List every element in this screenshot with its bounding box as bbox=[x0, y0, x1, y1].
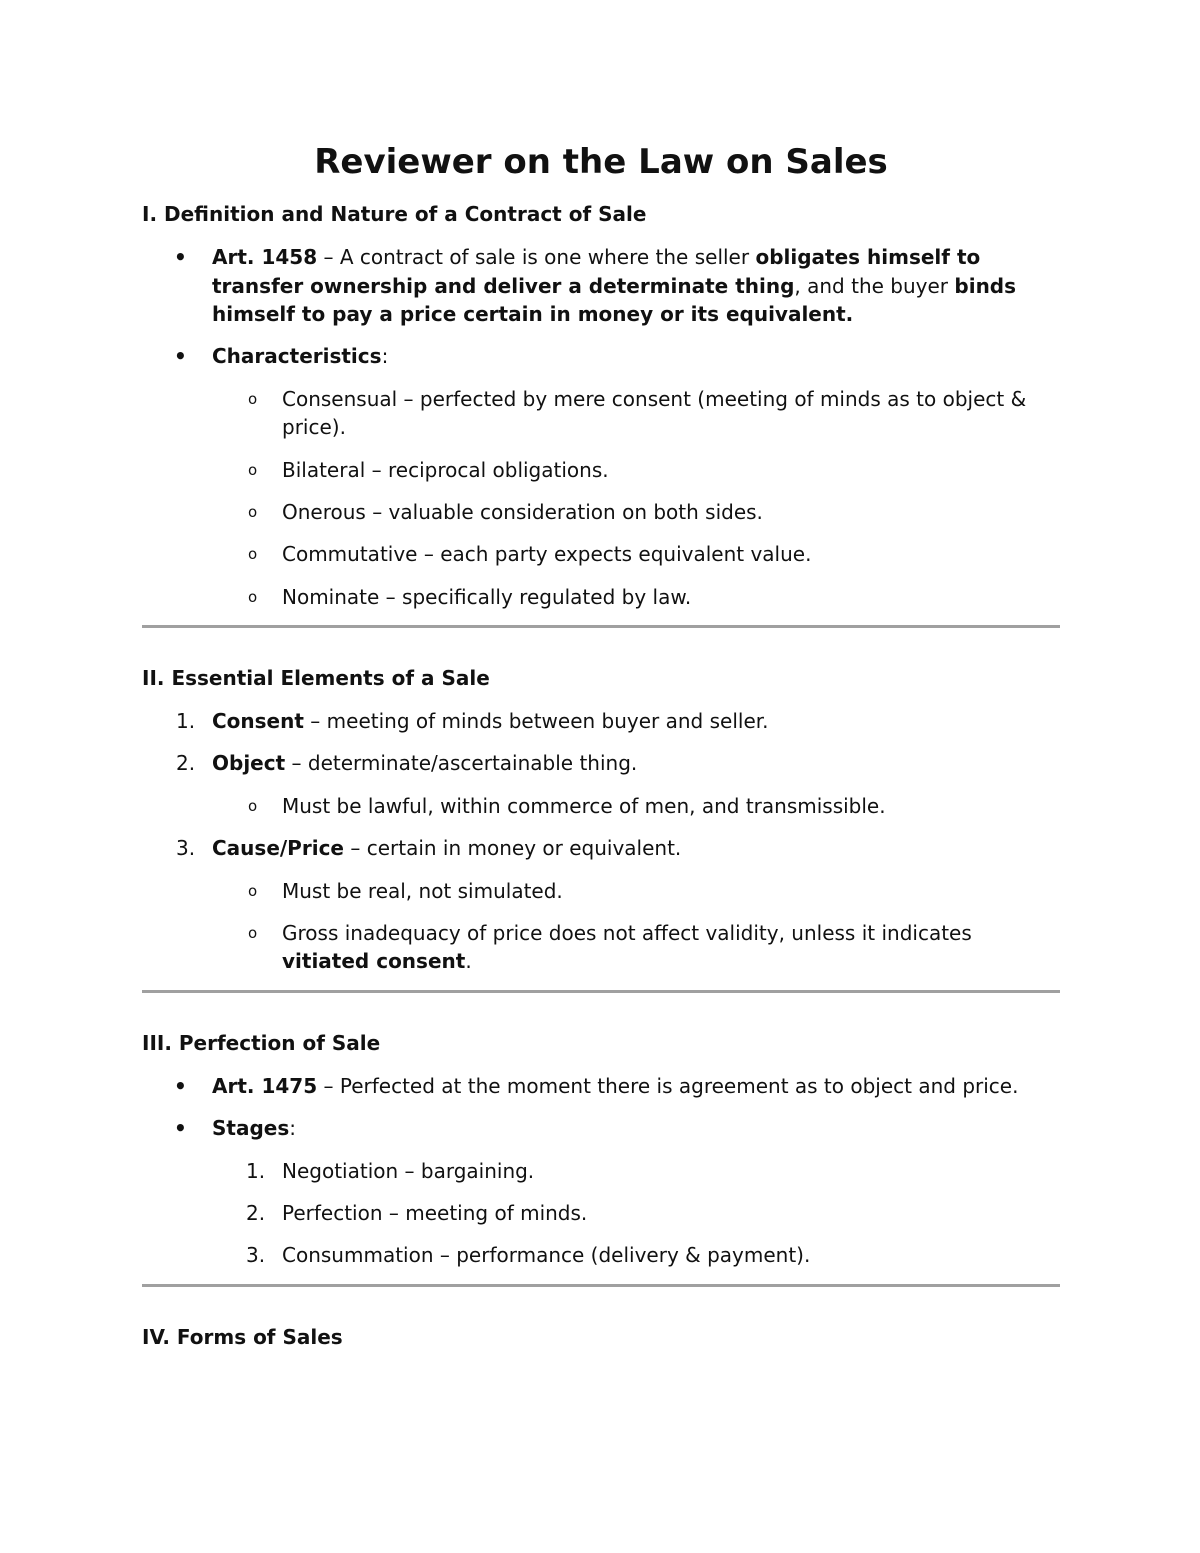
list-item bbox=[142, 583, 1060, 611]
number-marker: 3. bbox=[176, 836, 196, 861]
section-divider bbox=[142, 990, 1060, 993]
stage-text: Consummation – performance (delivery & payment). bbox=[282, 1243, 811, 1268]
circle-marker: o bbox=[248, 545, 258, 564]
section-divider bbox=[142, 625, 1060, 628]
object-sub-list bbox=[142, 792, 1060, 820]
characteristic-text: Bilateral – reciprocal obligations. bbox=[282, 457, 609, 482]
element-label: Consent bbox=[212, 709, 304, 734]
list-item bbox=[142, 1241, 1060, 1269]
sub-item-text: Must be real, not simulated. bbox=[282, 878, 563, 903]
section-heading: IV. Forms of Sales bbox=[142, 1324, 343, 1349]
characteristics-label: Characteristics bbox=[212, 344, 382, 369]
circle-marker: o bbox=[248, 502, 258, 521]
article-bold-text: binds himself to pay a price certain in money or its equivalent. bbox=[212, 273, 1017, 326]
characteristics-list bbox=[142, 385, 1060, 611]
colon: : bbox=[381, 344, 389, 369]
list-item bbox=[142, 919, 1060, 976]
list-item-cause-price bbox=[142, 834, 1060, 976]
list-item bbox=[142, 385, 1060, 442]
list-item-consent bbox=[142, 707, 1060, 735]
section-essential-elements bbox=[142, 664, 1060, 976]
list-item-art-1458 bbox=[142, 243, 1060, 328]
list-item bbox=[142, 498, 1060, 526]
list-item-art-1475 bbox=[142, 1072, 1060, 1100]
characteristic-text: Nominate – specifically regulated by law. bbox=[282, 584, 692, 609]
section-perfection bbox=[142, 1029, 1060, 1270]
number-marker: 3. bbox=[246, 1243, 266, 1268]
sub-item-text: Gross inadequacy of price does not affect validity, unless it indicates bbox=[282, 921, 972, 946]
article-text: – Perfected at the moment there is agreement as to object and price. bbox=[317, 1073, 1019, 1098]
list-item bbox=[142, 1157, 1060, 1185]
circle-marker: o bbox=[248, 881, 258, 900]
circle-marker: o bbox=[248, 389, 258, 408]
circle-marker: o bbox=[248, 587, 258, 606]
list-item bbox=[142, 540, 1060, 568]
list-item-object bbox=[142, 749, 1060, 820]
element-text: – certain in money or equivalent. bbox=[343, 836, 682, 861]
list-item bbox=[142, 1199, 1060, 1227]
stage-text: Negotiation – bargaining. bbox=[282, 1158, 535, 1183]
section-heading: I. Definition and Nature of a Contract of Sale bbox=[142, 202, 647, 227]
circle-marker: o bbox=[248, 796, 258, 815]
list-item bbox=[142, 792, 1060, 820]
article-label: Art. 1475 bbox=[212, 1073, 318, 1098]
number-marker: 1. bbox=[176, 709, 196, 734]
list-item bbox=[142, 456, 1060, 484]
characteristic-text: Onerous – valuable consideration on both sides. bbox=[282, 499, 763, 524]
period: . bbox=[465, 949, 472, 974]
stages-label: Stages bbox=[212, 1116, 290, 1141]
characteristic-text: Consensual – perfected by mere consent (meeting of minds as to object & price). bbox=[282, 386, 1027, 440]
element-label: Object bbox=[212, 751, 286, 776]
bullet-list bbox=[142, 243, 1060, 611]
sub-item-bold-text: vitiated consent bbox=[282, 949, 466, 974]
element-text: – determinate/ascertainable thing. bbox=[285, 751, 638, 776]
sub-item-text: Must be lawful, within commerce of men, and transmissible. bbox=[282, 793, 886, 818]
article-label: Art. 1458 bbox=[212, 245, 318, 270]
colon: : bbox=[289, 1116, 296, 1141]
stage-text: Perfection – meeting of minds. bbox=[282, 1201, 588, 1225]
bullet-marker: • bbox=[174, 1116, 187, 1141]
number-marker: 2. bbox=[176, 751, 196, 776]
section-heading: III. Perfection of Sale bbox=[142, 1030, 381, 1055]
circle-marker: o bbox=[248, 460, 258, 479]
section-divider bbox=[142, 1284, 1060, 1287]
element-label: Cause/Price bbox=[212, 836, 344, 861]
element-text: – meeting of minds between buyer and seller. bbox=[303, 709, 769, 734]
list-item-characteristics bbox=[142, 342, 1060, 611]
number-marker: 2. bbox=[246, 1201, 266, 1225]
article-text: – A contract of sale is one where the seller bbox=[317, 245, 756, 270]
characteristic-text: Commutative – each party expects equivalent value. bbox=[282, 542, 812, 567]
list-item bbox=[142, 877, 1060, 905]
bullet-list bbox=[142, 1072, 1060, 1270]
stages-list bbox=[142, 1157, 1060, 1270]
section-forms bbox=[142, 1323, 1060, 1352]
bullet-marker: • bbox=[174, 344, 187, 369]
numbered-list bbox=[142, 707, 1060, 976]
document-page bbox=[142, 140, 1060, 1352]
number-marker: 1. bbox=[246, 1158, 266, 1183]
price-sub-list bbox=[142, 877, 1060, 976]
bullet-marker: • bbox=[174, 245, 187, 270]
section-heading: II. Essential Elements of a Sale bbox=[142, 666, 490, 691]
article-text: , and the buyer bbox=[794, 273, 955, 298]
section-definition bbox=[142, 200, 1060, 611]
circle-marker: o bbox=[248, 924, 258, 943]
list-item-stages bbox=[142, 1114, 1060, 1270]
bullet-marker: • bbox=[174, 1073, 187, 1098]
document-title: Reviewer on the Law on Sales bbox=[314, 142, 888, 182]
article-bold-text: obligates himself to transfer ownership and deliver a determinate thing bbox=[212, 245, 981, 298]
